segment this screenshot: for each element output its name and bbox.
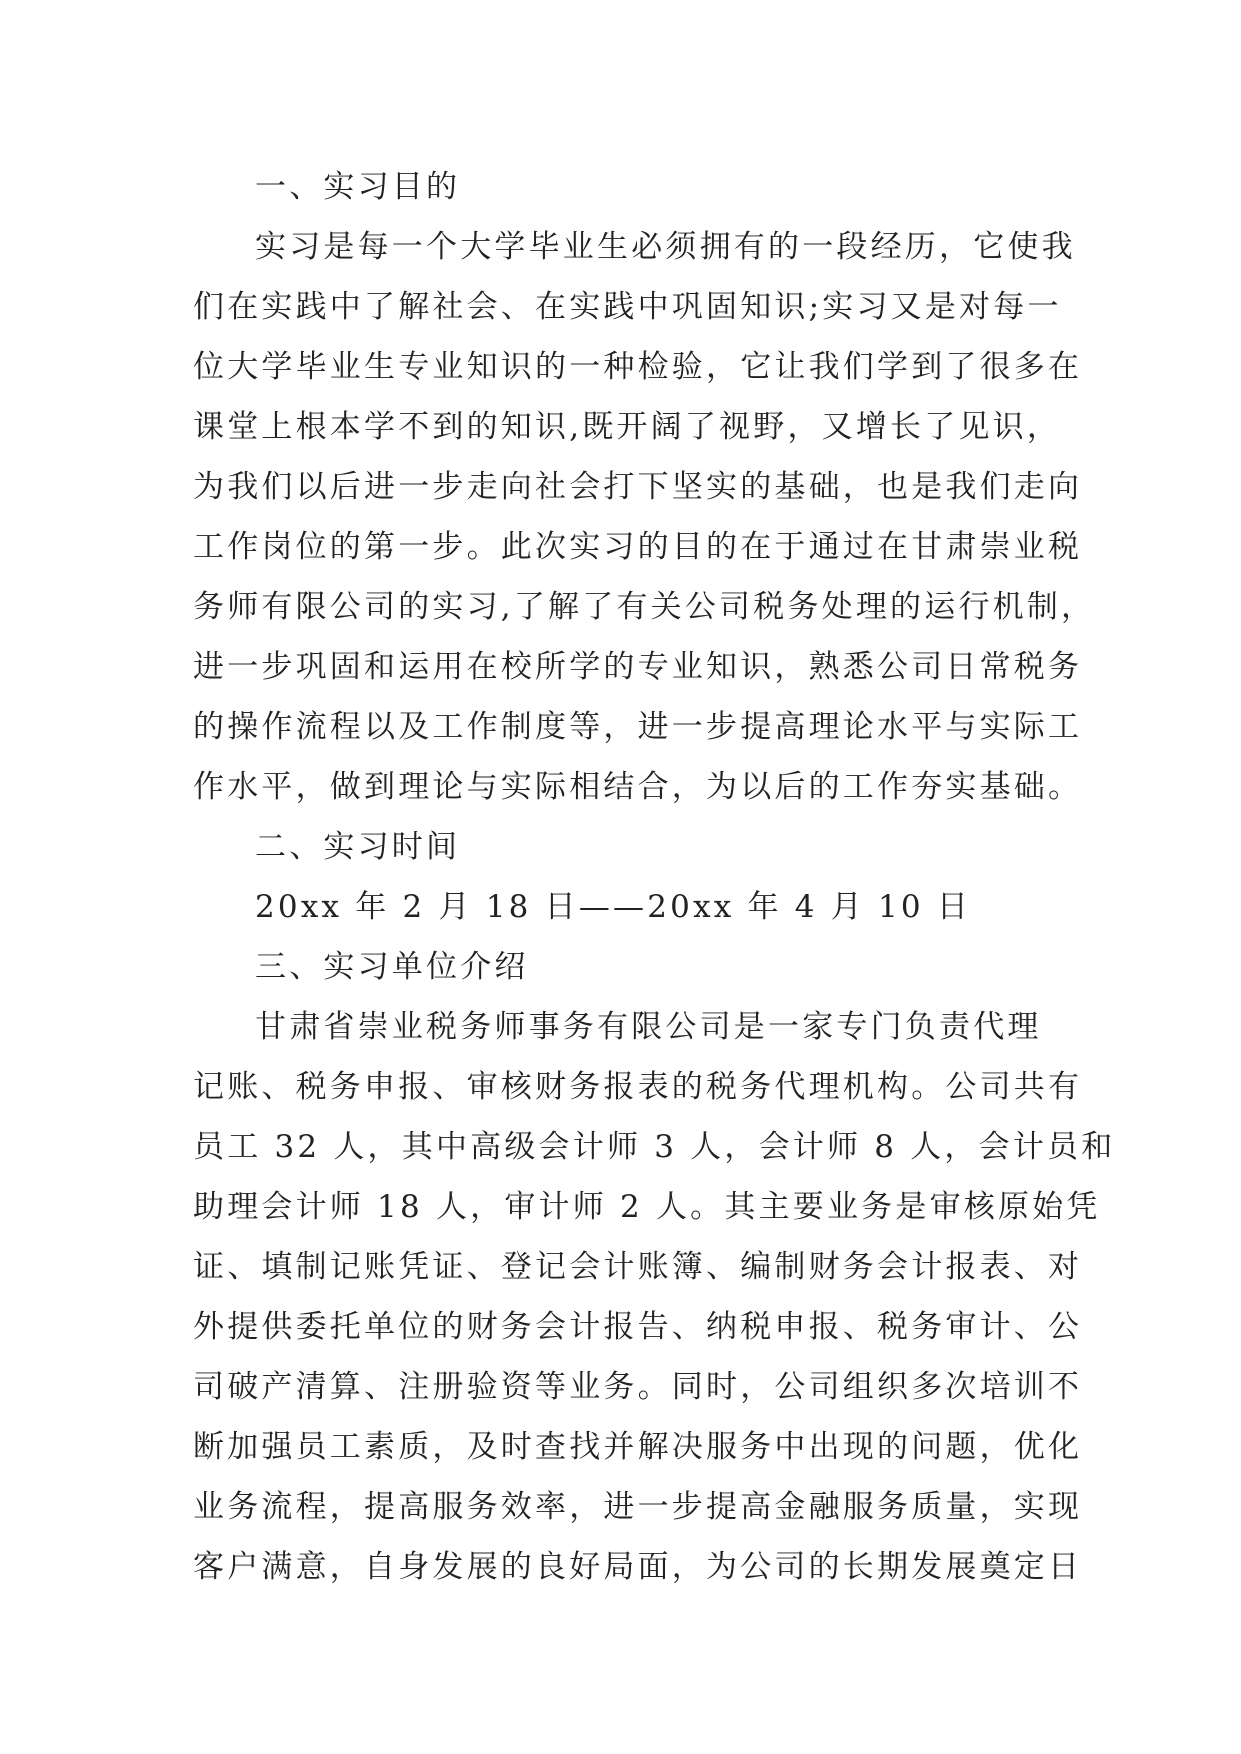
internship-dates: 20xx 年 2 月 18 日——20xx 年 4 月 10 日 — [255, 889, 972, 925]
paragraph-line: 务师有限公司的实习,了解了有关公司税务处理的运行机制， — [193, 589, 1096, 625]
paragraph-line: 记账、税务申报、审核财务报表的税务代理机构。公司共有 — [193, 1069, 1083, 1105]
paragraph-line: 工作岗位的第一步。此次实习的目的在于通过在甘肃崇业税 — [193, 529, 1083, 565]
paragraph-line: 助理会计师 18 人，审计师 2 人。其主要业务是审核原始凭 — [193, 1189, 1101, 1225]
paragraph-line: 们在实践中了解社会、在实践中巩固知识;实习又是对每一 — [193, 289, 1062, 325]
paragraph-line: 断加强员工素质，及时查找并解决服务中出现的问题，优化 — [193, 1429, 1083, 1465]
paragraph-line: 的操作流程以及工作制度等，进一步提高理论水平与实际工 — [193, 709, 1083, 745]
paragraph-line: 证、填制记账凭证、登记会计账簿、编制财务会计报表、对 — [193, 1249, 1083, 1285]
paragraph-line: 司破产清算、注册验资等业务。同时，公司组织多次培训不 — [193, 1369, 1083, 1405]
paragraph-line: 实习是每一个大学毕业生必须拥有的一段经历，它使我 — [255, 229, 1076, 265]
paragraph-line: 进一步巩固和运用在校所学的专业知识，熟悉公司日常税务 — [193, 649, 1083, 685]
paragraph-line: 为我们以后进一步走向社会打下坚实的基础，也是我们走向 — [193, 469, 1083, 505]
section-heading-purpose: 一、实习目的 — [255, 169, 461, 205]
paragraph-line: 课堂上根本学不到的知识,既开阔了视野，又增长了见识， — [193, 409, 1062, 445]
paragraph-line: 员工 32 人，其中高级会计师 3 人，会计师 8 人，会计员和 — [193, 1129, 1116, 1165]
paragraph-line: 作水平，做到理论与实际相结合，为以后的工作夯实基础。 — [193, 769, 1083, 805]
document-body — [193, 157, 1116, 1597]
section-heading-time: 二、实习时间 — [255, 829, 461, 865]
paragraph-line: 位大学毕业生专业知识的一种检验，它让我们学到了很多在 — [193, 349, 1083, 385]
section-heading-company: 三、实习单位介绍 — [255, 949, 529, 985]
paragraph-line: 甘肃省崇业税务师事务有限公司是一家专门负责代理 — [255, 1009, 1042, 1045]
paragraph-line: 业务流程，提高服务效率，进一步提高金融服务质量，实现 — [193, 1489, 1083, 1525]
paragraph-line: 客户满意，自身发展的良好局面，为公司的长期发展奠定日 — [193, 1549, 1083, 1585]
paragraph-line: 外提供委托单位的财务会计报告、纳税申报、税务审计、公 — [193, 1309, 1083, 1345]
